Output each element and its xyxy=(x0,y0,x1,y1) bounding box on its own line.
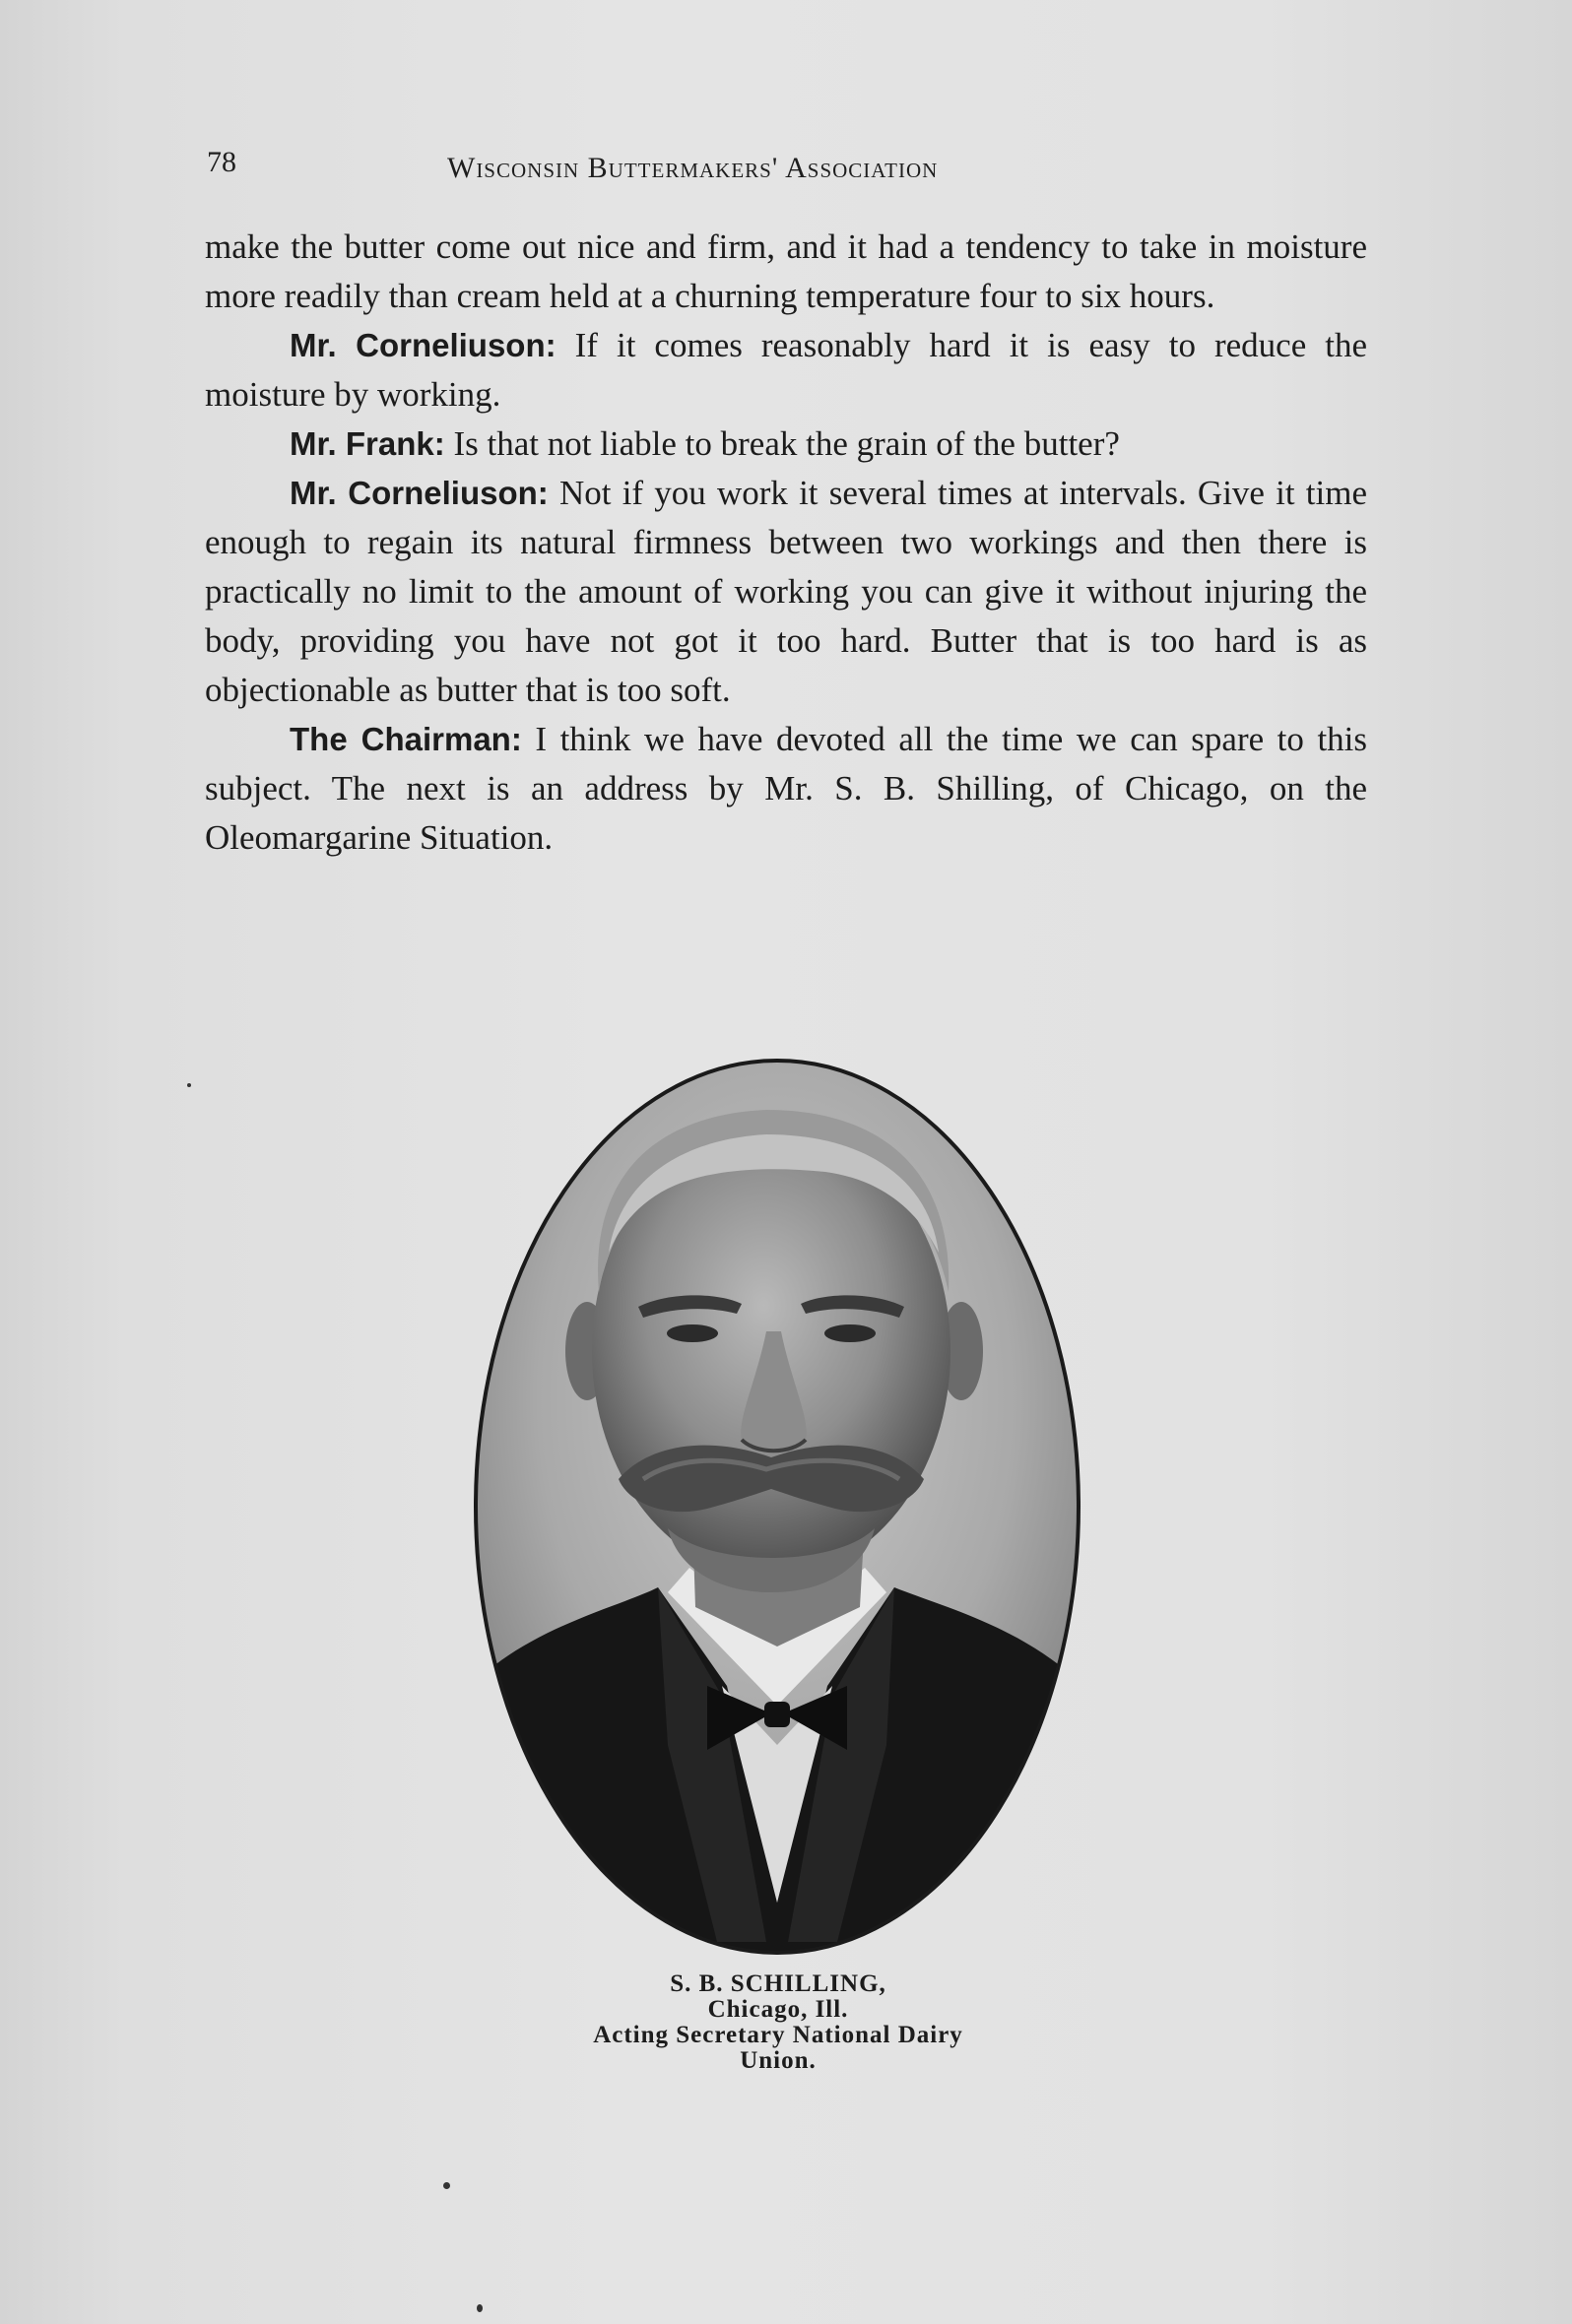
paragraph-2 xyxy=(205,321,1367,420)
paragraph-5 xyxy=(205,715,1367,863)
speaker-label: The Chairman: xyxy=(290,721,522,757)
speaker-label: Mr. Corneliuson: xyxy=(290,327,557,363)
caption-title: Acting Secretary National Dairy xyxy=(593,2022,963,2048)
portrait-photo xyxy=(471,1056,1083,1958)
print-speck xyxy=(443,2182,450,2189)
page-number: 78 xyxy=(207,146,236,178)
caption-location: Chicago, Ill. xyxy=(707,1996,849,2023)
paragraph-4 xyxy=(205,469,1367,715)
portrait-caption xyxy=(473,1971,1083,2074)
caption-title-continued: Union. xyxy=(740,2047,817,2074)
speech-text: Is that not liable to break the grain of the butter? xyxy=(453,424,1120,463)
print-speck xyxy=(477,2304,483,2312)
speech-text: If it comes reasonably hard it is easy to reduce the moisture by working. xyxy=(205,326,1368,414)
speech-text: I think we have devoted all the time we can spare to this subject. The next is an address by Mr. S. B. Shilling, of Chicago, on the Oleomargarine Situation. xyxy=(205,720,1368,857)
body-text xyxy=(205,223,1367,863)
speech-text: Not if you work it several times at intervals. Give it time enough to regain its natural firmness between two workings and then there is practically no limit to the amount of working you can give it without injuring the body, providing you have not got it too hard. Butter that is too hard is as objectionable as butter that is too soft. xyxy=(205,474,1368,709)
speaker-label: Mr. Corneliuson: xyxy=(290,475,549,511)
paragraph-3 xyxy=(205,420,1367,469)
print-speck xyxy=(187,1083,191,1087)
speaker-label: Mr. Frank: xyxy=(290,425,445,462)
page-header xyxy=(207,146,1369,195)
running-head: Wisconsin Buttermakers' Association xyxy=(447,152,939,184)
caption-name: S. B. SCHILLING, xyxy=(670,1970,886,1997)
paragraph-1: make the butter come out nice and firm, and it had a tendency to take in moisture more readily than cream held at a churning temperature four to six hours. xyxy=(205,227,1367,315)
